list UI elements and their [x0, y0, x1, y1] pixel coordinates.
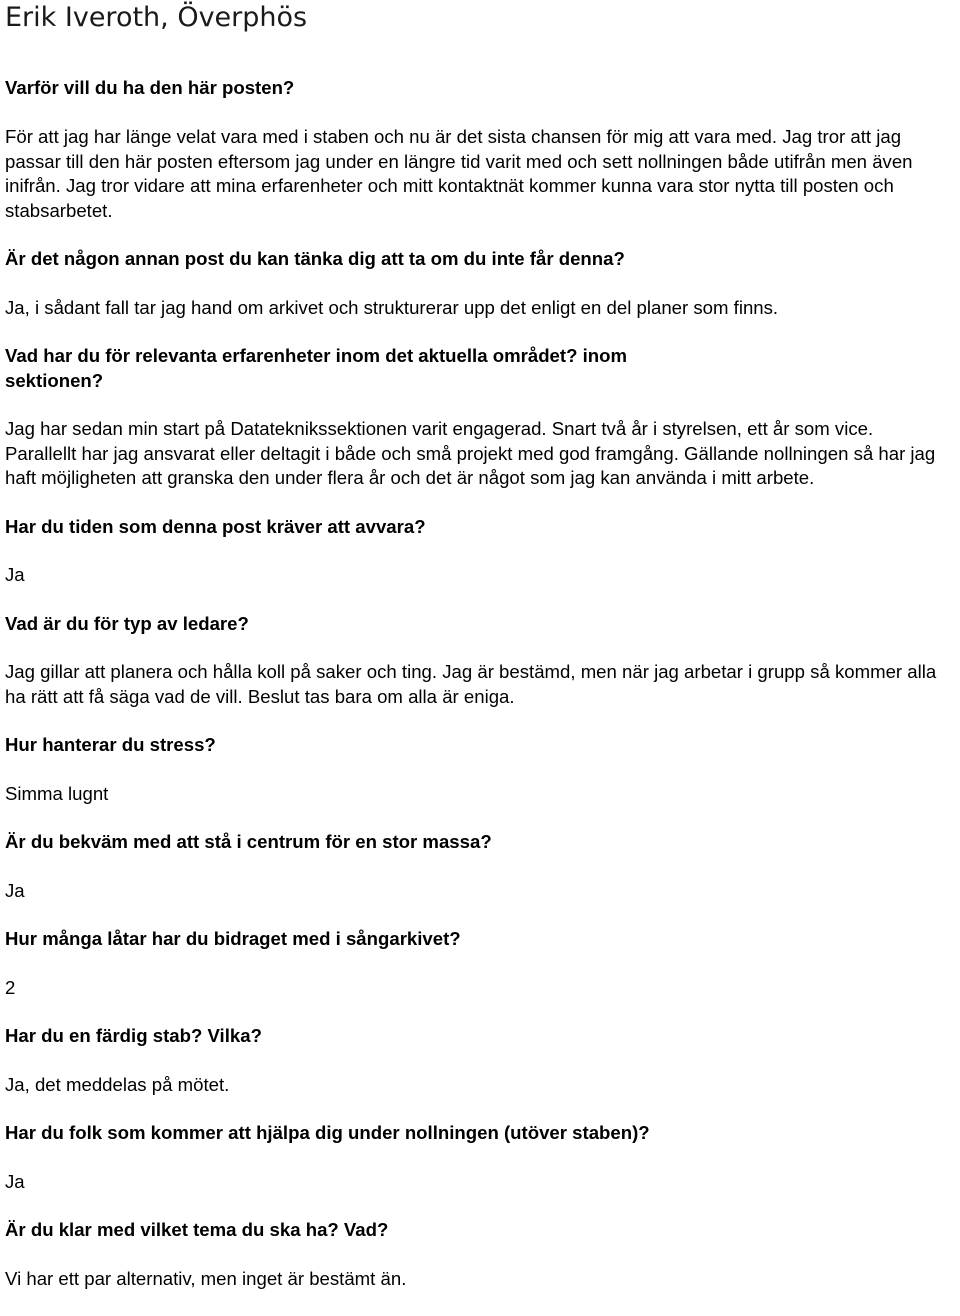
question: Har du folk som kommer att hjälpa dig under nollningen (utöver staben)?: [5, 1122, 650, 1143]
answer: Jag har sedan min start på Datateknikssektionen varit engagerad. Snart två år i styrelsen, ett år som vice. Parallellt har jag ansvarat eller deltagit i både och små projekt med god framgång. Gällande nollningen så har jag haft möjligheten att granska den under flera år och det är något som jag kan använda i mitt arbete.: [5, 418, 936, 488]
answer: Ja, i sådant fall tar jag hand om arkivet och strukturerar upp det enligt en del planer som finns.: [5, 296, 779, 318]
question: Hur många låtar har du bidraget med i sångarkivet?: [5, 928, 461, 949]
question: Har du en färdig stab? Vilka?: [5, 1025, 262, 1046]
answer: För att jag har länge velat vara med i staben och nu är det sista chansen för mig att vara med. Jag tror att jag passar till den här posten eftersom jag under en längre tid varit med och sett nollningen både utifrån men även inifrån. Jag tror vidare att mina erfarenheter och mitt kontaktnät kommer kunna vara stor nytta till posten och stabsarbetet.: [5, 126, 913, 221]
qa-item: [5, 1024, 957, 1097]
question: Vad har du för relevanta erfarenheter inom det aktuella området? inom sektionen?: [5, 345, 628, 391]
question: Är det någon annan post du kan tänka dig att ta om du inte får denna?: [5, 248, 625, 269]
question: Hur hanterar du stress?: [5, 734, 216, 755]
qa-item: [5, 612, 957, 710]
answer: Ja: [5, 1170, 25, 1192]
qa-item: [5, 515, 957, 588]
answer: Vi har ett par alternativ, men inget är bestämt än.: [5, 1267, 407, 1289]
qa-item: [5, 927, 957, 1000]
question: Är du klar med vilket tema du ska ha? Vad?: [5, 1219, 389, 1240]
answer: Ja: [5, 879, 25, 901]
answer: Ja, det meddelas på mötet.: [5, 1073, 230, 1095]
qa-item: [5, 733, 957, 806]
question: Är du bekväm med att stå i centrum för en stor massa?: [5, 831, 492, 852]
answer: 2: [5, 976, 16, 998]
qa-item: [5, 1218, 957, 1291]
question: Har du tiden som denna post kräver att avvara?: [5, 515, 426, 537]
qa-item: [5, 76, 957, 223]
answer: Simma lugnt: [5, 782, 109, 804]
answer: Ja: [5, 564, 25, 585]
qa-item: [5, 830, 957, 903]
qa-item: [5, 344, 957, 491]
qa-item: [5, 247, 957, 320]
page-title: Erik Iveroth, Överphös: [5, 2, 308, 33]
answer: Jag gillar att planera och hålla koll på saker och ting. Jag är bestämd, men när jag arbetar i grupp så kommer alla ha rätt att få säga vad de vill. Beslut tas bara om alla är eniga.: [5, 661, 937, 707]
qa-item: [5, 1121, 957, 1194]
qa-list: [5, 76, 957, 1291]
question: Varför vill du ha den här posten?: [5, 77, 295, 98]
question: Vad är du för typ av ledare?: [5, 612, 249, 634]
